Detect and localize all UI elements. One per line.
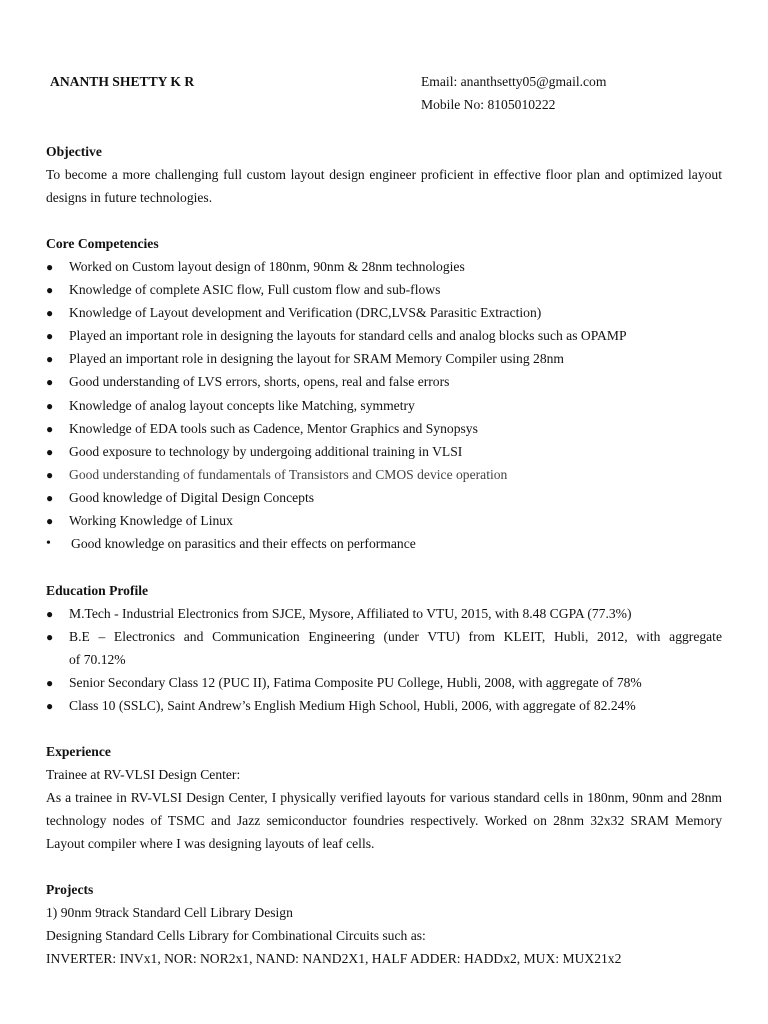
core-item: Played an important role in designing the layout for SRAM Memory Compiler using 28nm <box>69 351 564 366</box>
education-heading: Education Profile <box>46 583 149 598</box>
experience-text: As a trainee in RV-VLSI Design Center, I physically verified layouts for various standard cells in 180nm, 90nm and 28nm technology nodes of TSMC and Jazz semiconductor foundries respectively. Worked on 28nm 32x32 SRAM Memory Layout compiler where I was designing layouts of leaf cells. <box>46 790 722 851</box>
core-item: Worked on Custom layout design of 180nm, 90nm & 28nm technologies <box>69 259 465 274</box>
bullet-icon: ● <box>46 260 54 274</box>
bullet-icon: ● <box>46 422 54 436</box>
education-item: M.Tech - Industrial Electronics from SJCE, Mysore, Affiliated to VTU, 2015, with 8.48 CGPA (77.3%) <box>69 606 632 621</box>
core-item: Good exposure to technology by undergoing additional training in VLSI <box>69 444 463 459</box>
experience-heading: Experience <box>46 744 111 759</box>
bullet-icon: ● <box>46 352 54 366</box>
bullet-icon: ● <box>46 676 54 690</box>
email: Email: ananthsetty05@gmail.com <box>421 74 607 89</box>
core-item: Good understanding of fundamentals of Transistors and CMOS device operation <box>69 467 508 482</box>
objective-heading: Objective <box>46 144 102 159</box>
core-item: Good knowledge of Digital Design Concepts <box>69 490 315 505</box>
core-item: Knowledge of complete ASIC flow, Full custom flow and sub-flows <box>69 282 441 297</box>
bullet-icon: ● <box>46 699 54 713</box>
bullet-icon: ● <box>46 630 54 644</box>
mobile-number: Mobile No: 8105010222 <box>421 97 556 112</box>
bullet-icon: ● <box>46 445 54 459</box>
core-item: Knowledge of Layout development and Verification (DRC,LVS& Parasitic Extraction) <box>69 305 542 320</box>
bullet-icon: ● <box>46 491 54 505</box>
core-item: Knowledge of EDA tools such as Cadence, Mentor Graphics and Synopsys <box>69 421 478 436</box>
bullet-icon: ● <box>46 399 54 413</box>
project-title: 1) 90nm 9track Standard Cell Library Design <box>46 905 293 920</box>
bullet-icon: ● <box>46 283 54 297</box>
objective-text: To become a more challenging full custom layout design engineer proficient in effective floor plan and optimized layout designs in future technologies. <box>46 167 722 205</box>
project-description: Designing Standard Cells Library for Combinational Circuits such as: <box>46 928 426 943</box>
project-cells: INVERTER: INVx1, NOR: NOR2x1, NAND: NAND2X1, HALF ADDER: HADDx2, MUX: MUX21x2 <box>46 951 622 966</box>
education-item: Class 10 (SSLC), Saint Andrew’s English Medium High School, Hubli, 2006, with aggregate of 82.24% <box>69 698 636 713</box>
core-item: Good understanding of LVS errors, shorts, opens, real and false errors <box>69 374 450 389</box>
education-item: Senior Secondary Class 12 (PUC II), Fatima Composite PU College, Hubli, 2008, with aggregate of 78% <box>69 675 642 690</box>
bullet-icon: ● <box>46 306 54 320</box>
education-item-continued: of 70.12% <box>69 652 126 667</box>
bullet-icon: ● <box>46 607 54 621</box>
core-item: Played an important role in designing the layouts for standard cells and analog blocks such as OPAMP <box>69 328 627 343</box>
bullet-icon: • <box>46 536 51 551</box>
candidate-name: ANANTH SHETTY K R <box>50 74 195 89</box>
core-item: Working Knowledge of Linux <box>69 513 233 528</box>
projects-heading: Projects <box>46 882 94 897</box>
experience-role: Trainee at RV-VLSI Design Center: <box>46 767 241 782</box>
education-item: B.E – Electronics and Communication Engineering (under VTU) from KLEIT, Hubli, 2012, with aggregate <box>69 629 722 644</box>
core-competencies-heading: Core Competencies <box>46 236 159 251</box>
bullet-icon: ● <box>46 375 54 389</box>
bullet-icon: ● <box>46 514 54 528</box>
core-item: Good knowledge on parasitics and their effects on performance <box>71 536 416 551</box>
bullet-icon: ● <box>46 329 54 343</box>
core-item: Knowledge of analog layout concepts like Matching, symmetry <box>69 398 415 413</box>
bullet-icon: ● <box>46 468 54 482</box>
